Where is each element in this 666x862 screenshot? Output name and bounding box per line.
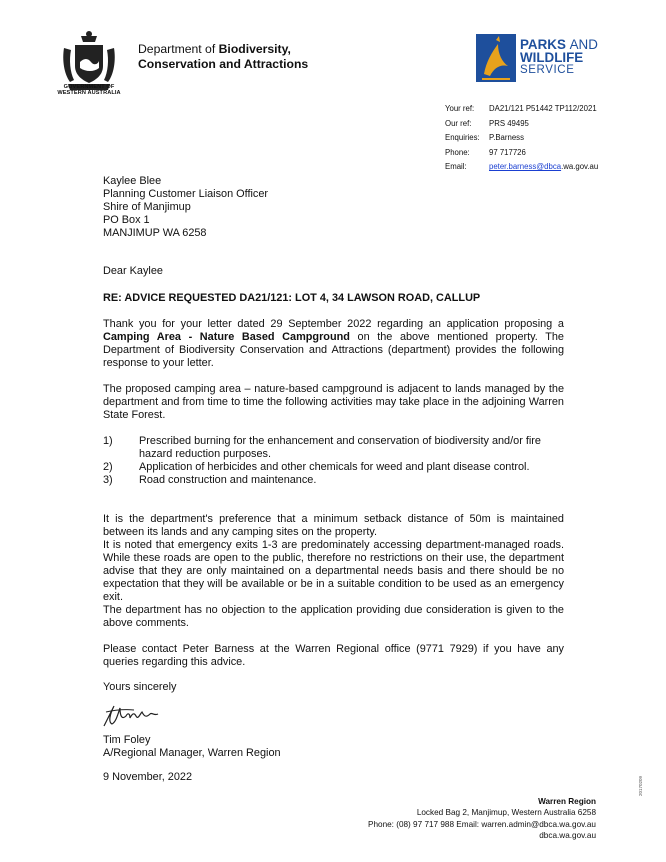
government-caption-line-2: WESTERN AUSTRALIA bbox=[57, 90, 121, 97]
email-link[interactable]: peter.barness@dbca bbox=[489, 162, 562, 172]
department-name-bold: Biodiversity, bbox=[218, 42, 291, 56]
ref-label: Phone: bbox=[445, 147, 470, 157]
signatory-title: A/Regional Manager, Warren Region bbox=[103, 747, 281, 760]
recipient-address bbox=[103, 175, 268, 240]
ref-value: DA21/121 P51442 TP112/2021 bbox=[489, 104, 597, 113]
ref-value: P.Barness bbox=[489, 133, 524, 143]
ref-row-email bbox=[445, 160, 598, 175]
parks-wildlife-logo bbox=[476, 34, 516, 82]
list-text: Prescribed burning for the enhancement and conservation of biodiversity and/or fire hazard reduction purposes. bbox=[139, 435, 541, 461]
list-number: 1) bbox=[103, 435, 113, 447]
letter-date: 9 November, 2022 bbox=[103, 771, 192, 783]
ref-label: Enquiries: bbox=[445, 133, 480, 143]
government-caption-line-1: GOVERNMENT OF bbox=[63, 84, 115, 90]
ref-row-your-ref bbox=[445, 102, 598, 117]
list-number: 2) bbox=[103, 461, 113, 473]
recipient-line: MANJIMUP WA 6258 bbox=[103, 227, 207, 240]
signatory bbox=[103, 734, 281, 760]
paragraph-5: The department has no objection to the application providing due consideration is given to the above comments. bbox=[103, 604, 564, 630]
ref-row-phone bbox=[445, 146, 598, 161]
email-suffix: .wa.gov.au bbox=[561, 162, 599, 172]
para1-bold: Camping Area - Nature Based Campground bbox=[103, 331, 350, 344]
footer-contact bbox=[368, 796, 596, 842]
signatory-name: Tim Foley bbox=[103, 734, 151, 746]
list-item bbox=[103, 474, 564, 487]
reference-block bbox=[445, 102, 598, 175]
parks-wildlife-wordmark bbox=[520, 38, 598, 77]
recipient-line: Shire of Manjimup bbox=[103, 201, 191, 214]
list-number: 3) bbox=[103, 474, 113, 486]
list-text: Application of herbicides and other chemicals for weed and plant disease control. bbox=[139, 461, 530, 473]
salutation: Dear Kaylee bbox=[103, 265, 163, 277]
side-document-code: 20170209 bbox=[638, 775, 643, 796]
paragraph-3: It is the department's preference that a minimum setback distance of 50m is maintained between its lands and any camping sites on the property. bbox=[103, 513, 564, 539]
department-name-line-2: Conservation and Attractions bbox=[138, 57, 309, 71]
closing: Yours sincerely bbox=[103, 681, 177, 693]
subject-line: RE: ADVICE REQUESTED DA21/121: LOT 4, 34 LAWSON ROAD, CALLUP bbox=[103, 292, 481, 304]
footer-contact-line: Phone: (08) 97 717 988 Email: warren.admin@dbca.wa.gov.au bbox=[368, 819, 596, 829]
pws-service: SERVICE bbox=[520, 64, 575, 76]
para1-after: on the above mentioned property. The Department of Biodiversity Conservation and Attractions (department) provides the following response to your letter. bbox=[103, 331, 564, 370]
list-item bbox=[103, 461, 564, 474]
paragraph-6: Please contact Peter Barness at the Warren Regional office (9771 7929) if you have any queries regarding this advice. bbox=[103, 643, 564, 669]
government-caption bbox=[48, 84, 130, 97]
paragraph-4: It is noted that emergency exits 1-3 are predominately accessing department-managed roads. While these roads are open to the public, therefore no restrictions on their use, the department advise that they are only maintained on a departmental needs basis and there should be no expectation that they will be available or be in a suitable condition to be used as an emergency exit. bbox=[103, 539, 564, 604]
paragraph-2: The proposed camping area – nature-based campground is adjacent to lands managed by the department and from time to time the following activities may take place in the adjoining Warren State Forest. bbox=[103, 383, 564, 422]
footer-region: Warren Region bbox=[538, 797, 596, 806]
ref-row-enquiries bbox=[445, 131, 598, 146]
pws-parks: PARKS bbox=[520, 37, 566, 52]
ref-label: Our ref: bbox=[445, 118, 472, 128]
ref-row-our-ref bbox=[445, 117, 598, 132]
ref-label: Email: bbox=[445, 162, 467, 172]
recipient-line: Kaylee Blee bbox=[103, 175, 162, 187]
ref-value: PRS 49495 bbox=[489, 118, 529, 128]
pws-and: AND bbox=[569, 37, 598, 52]
list-text: Road construction and maintenance. bbox=[139, 474, 317, 486]
ref-value: 97 717726 bbox=[489, 147, 526, 157]
department-prefix: Department of bbox=[138, 42, 216, 56]
footer-website: dbca.wa.gov.au bbox=[539, 831, 596, 841]
list-item bbox=[103, 435, 564, 461]
footer-address: Locked Bag 2, Manjimup, Western Australia 6258 bbox=[416, 808, 596, 818]
recipient-line: Planning Customer Liaison Officer bbox=[103, 188, 269, 201]
recipient-line: PO Box 1 bbox=[103, 214, 150, 227]
ref-label: Your ref: bbox=[445, 104, 475, 113]
pws-wildlife: WILDLIFE bbox=[520, 50, 584, 65]
department-name bbox=[138, 42, 308, 72]
handwritten-signature bbox=[100, 700, 164, 730]
para1-before: Thank you for your letter dated 29 September 2022 regarding an application proposing a bbox=[103, 318, 564, 330]
paragraph-1 bbox=[103, 318, 564, 370]
